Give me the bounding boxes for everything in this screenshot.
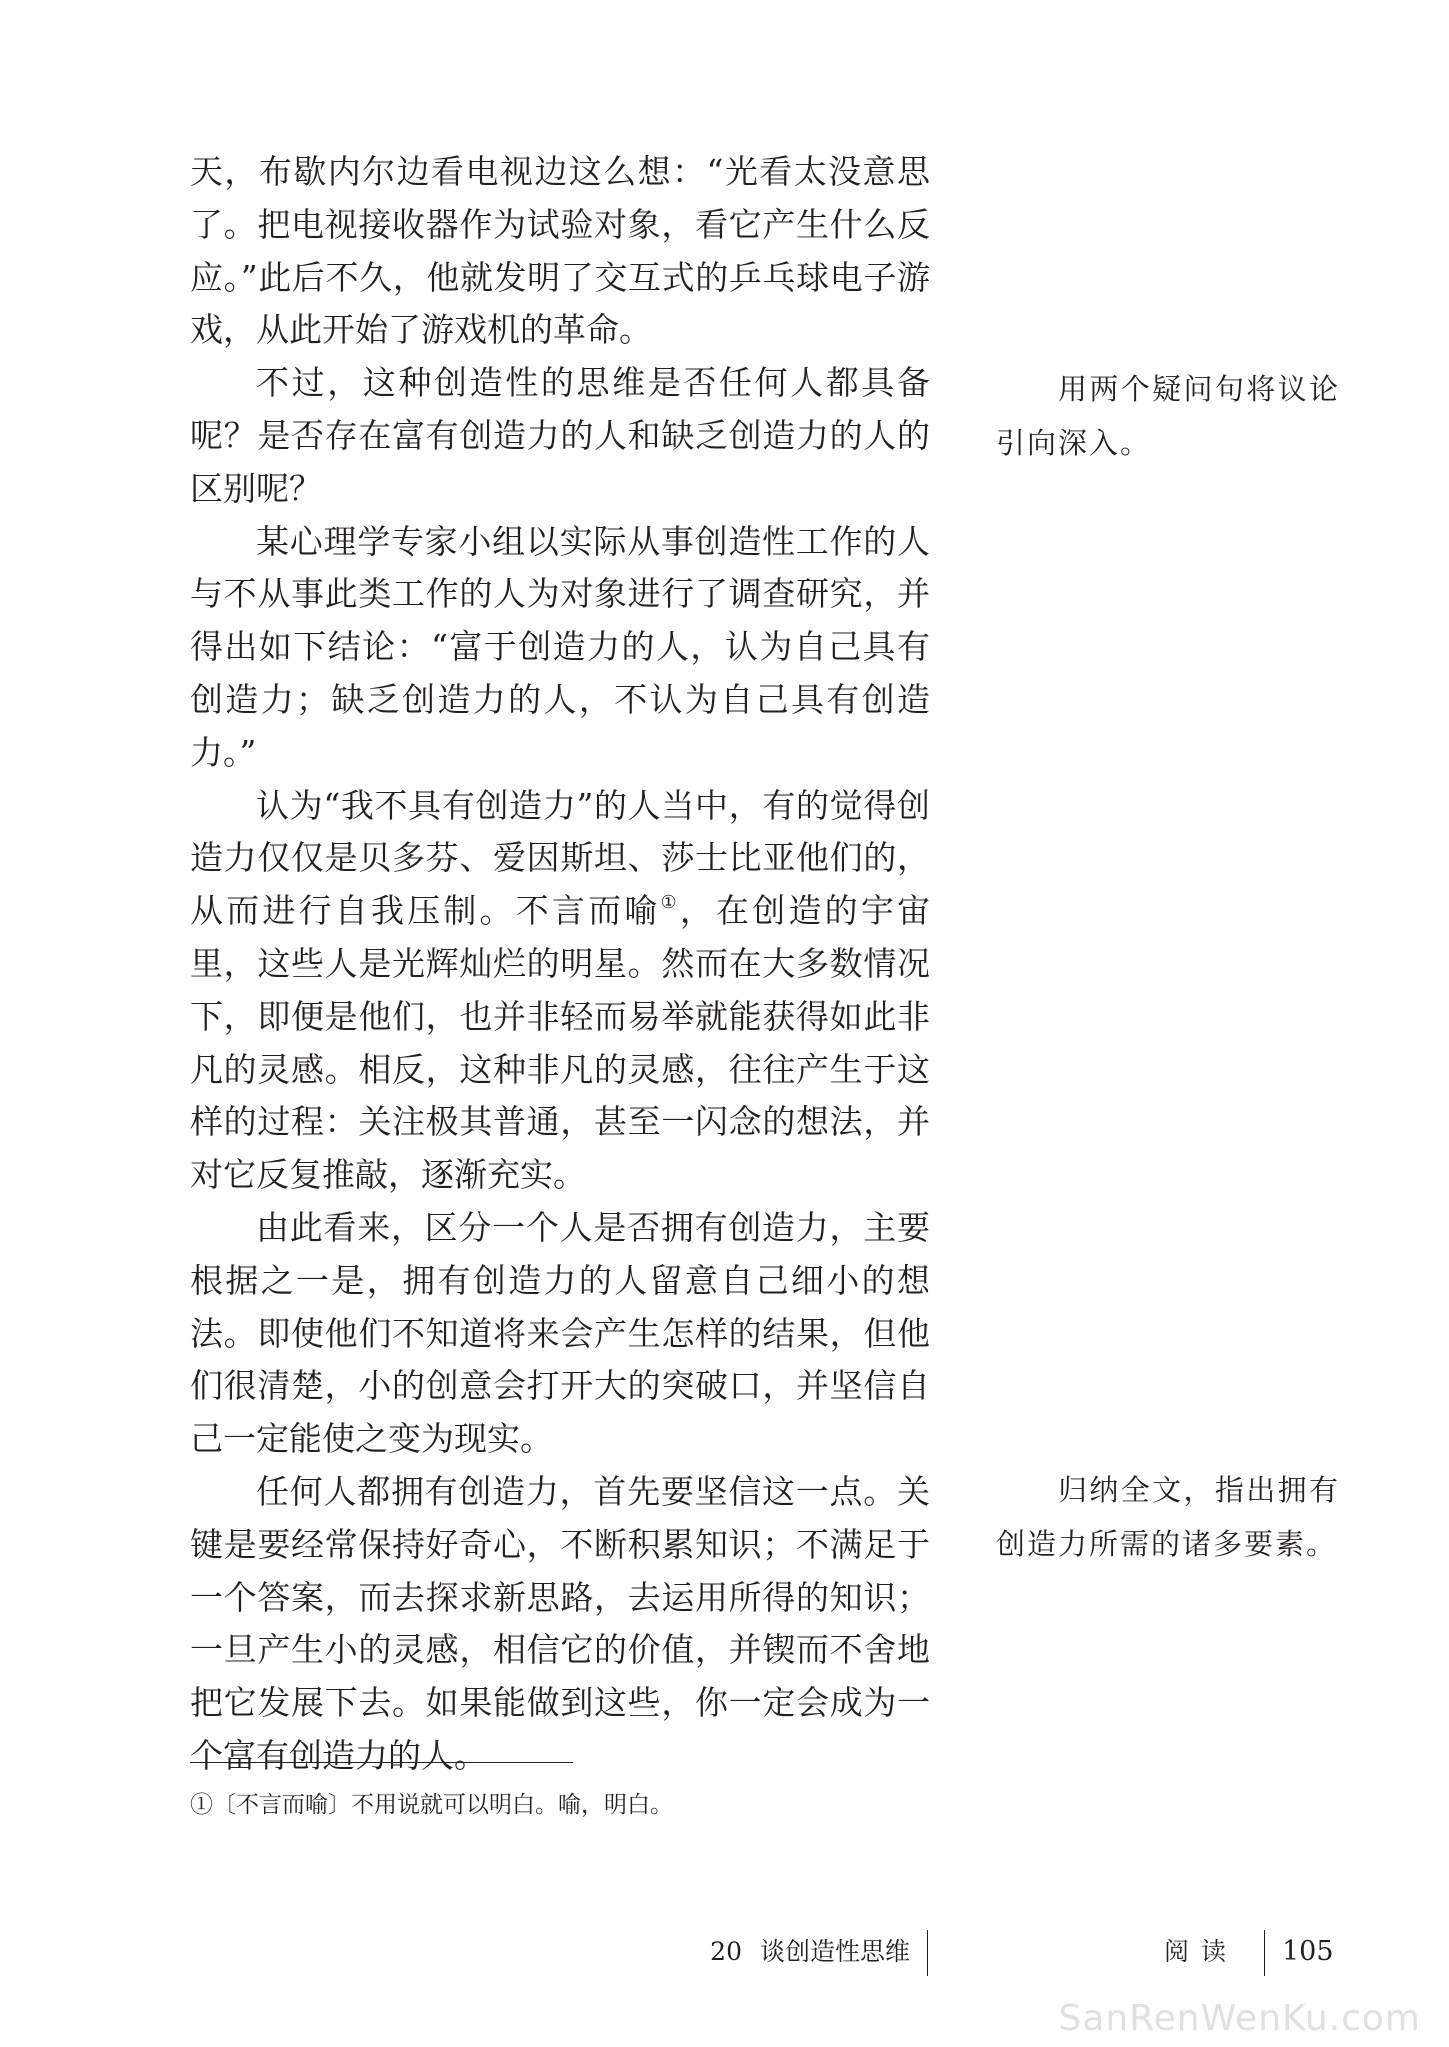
paragraph-3: 某心理学专家小组以实际从事创造性工作的人与不从事此类工作的人为对象进行了调查研究，并得出如下结论：“富于创造力的人，认为自己具有创造力；缺乏创造力的人，不认为自己具有创造力。” — [190, 521, 930, 772]
footnote: ①〔不言而喻〕不用说就可以明白。喻，明白。 — [190, 1792, 673, 1818]
footnote-marker[interactable]: ① — [660, 892, 680, 914]
margin-note-2-text: 归纳全文，指出拥有创造力所需的诸多要素。 — [996, 1473, 1340, 1561]
paragraph-2: 不过，这种创造性的思维是否任何人都具备呢？是否存在富有创造力的人和缺乏创造力的人的区别呢？ — [190, 363, 930, 508]
paragraph-4-before: 认为“我不具有创造力”的人当中，有的觉得创造力仅仅是贝多芬、爱因斯坦、莎士比亚他们的，从而进行自我压制。不言而喻 — [190, 785, 930, 931]
footnote-divider — [190, 1762, 573, 1763]
paragraph-5: 由此看来，区分一个人是否拥有创造力，主要根据之一是，拥有创造力的人留意自己细小的想法。即使他们不知道将来会产生怎样的结果，但他们很清楚，小的创意会打开大的突破口，并坚信自己一定能使之变为现实。 — [190, 1207, 930, 1459]
main-text — [190, 146, 930, 1783]
footer-section: 阅读 — [1164, 1937, 1239, 1966]
footer-lesson-title: 谈创造性思维 — [759, 1937, 910, 1966]
margin-note-2 — [996, 1463, 1340, 1571]
paragraph-4-after: ，在创造的宇宙里，这些人是光辉灿烂的明星。然而在大多数情况下，即便是他们，也并非轻而易举就能获得如此非凡的灵感。相反，这种非凡的灵感，往往产生于这样的过程：关注极其普通，甚至一闪念的想法，并对它反复推敲，逐渐充实。 — [190, 891, 931, 1195]
paragraph-6: 任何人都拥有创造力，首先要坚信这一点。关键是要经常保持好奇心，不断积累知识；不满足于一个答案，而去探求新思路，去运用所得的知识；一旦产生小的灵感，相信它的价值，并锲而不舍地把它发展下去。如果能做到这些，你一定会成为一个富有创造力的人。 — [190, 1471, 930, 1775]
margin-note-1 — [996, 362, 1340, 470]
watermark: SanRenWenKu.com — [1058, 1998, 1421, 2039]
paragraph-4 — [190, 780, 930, 1202]
paragraph-1: 天，布歇内尔边看电视边这么想：“光看太没意思了。把电视接收器作为试验对象，看它产生什么反应。”此后不久，他就发明了交互式的乒乓球电子游戏，从此开始了游戏机的革命。 — [190, 152, 930, 350]
footer-lesson — [690, 1930, 910, 1974]
page-number: 105 — [1282, 1936, 1334, 1967]
footer-divider-right — [1264, 1930, 1265, 1976]
footer-divider-left — [927, 1930, 928, 1976]
footer-lesson-number: 20 — [710, 1937, 742, 1966]
margin-note-1-text: 用两个疑问句将议论引向深入。 — [996, 372, 1340, 460]
